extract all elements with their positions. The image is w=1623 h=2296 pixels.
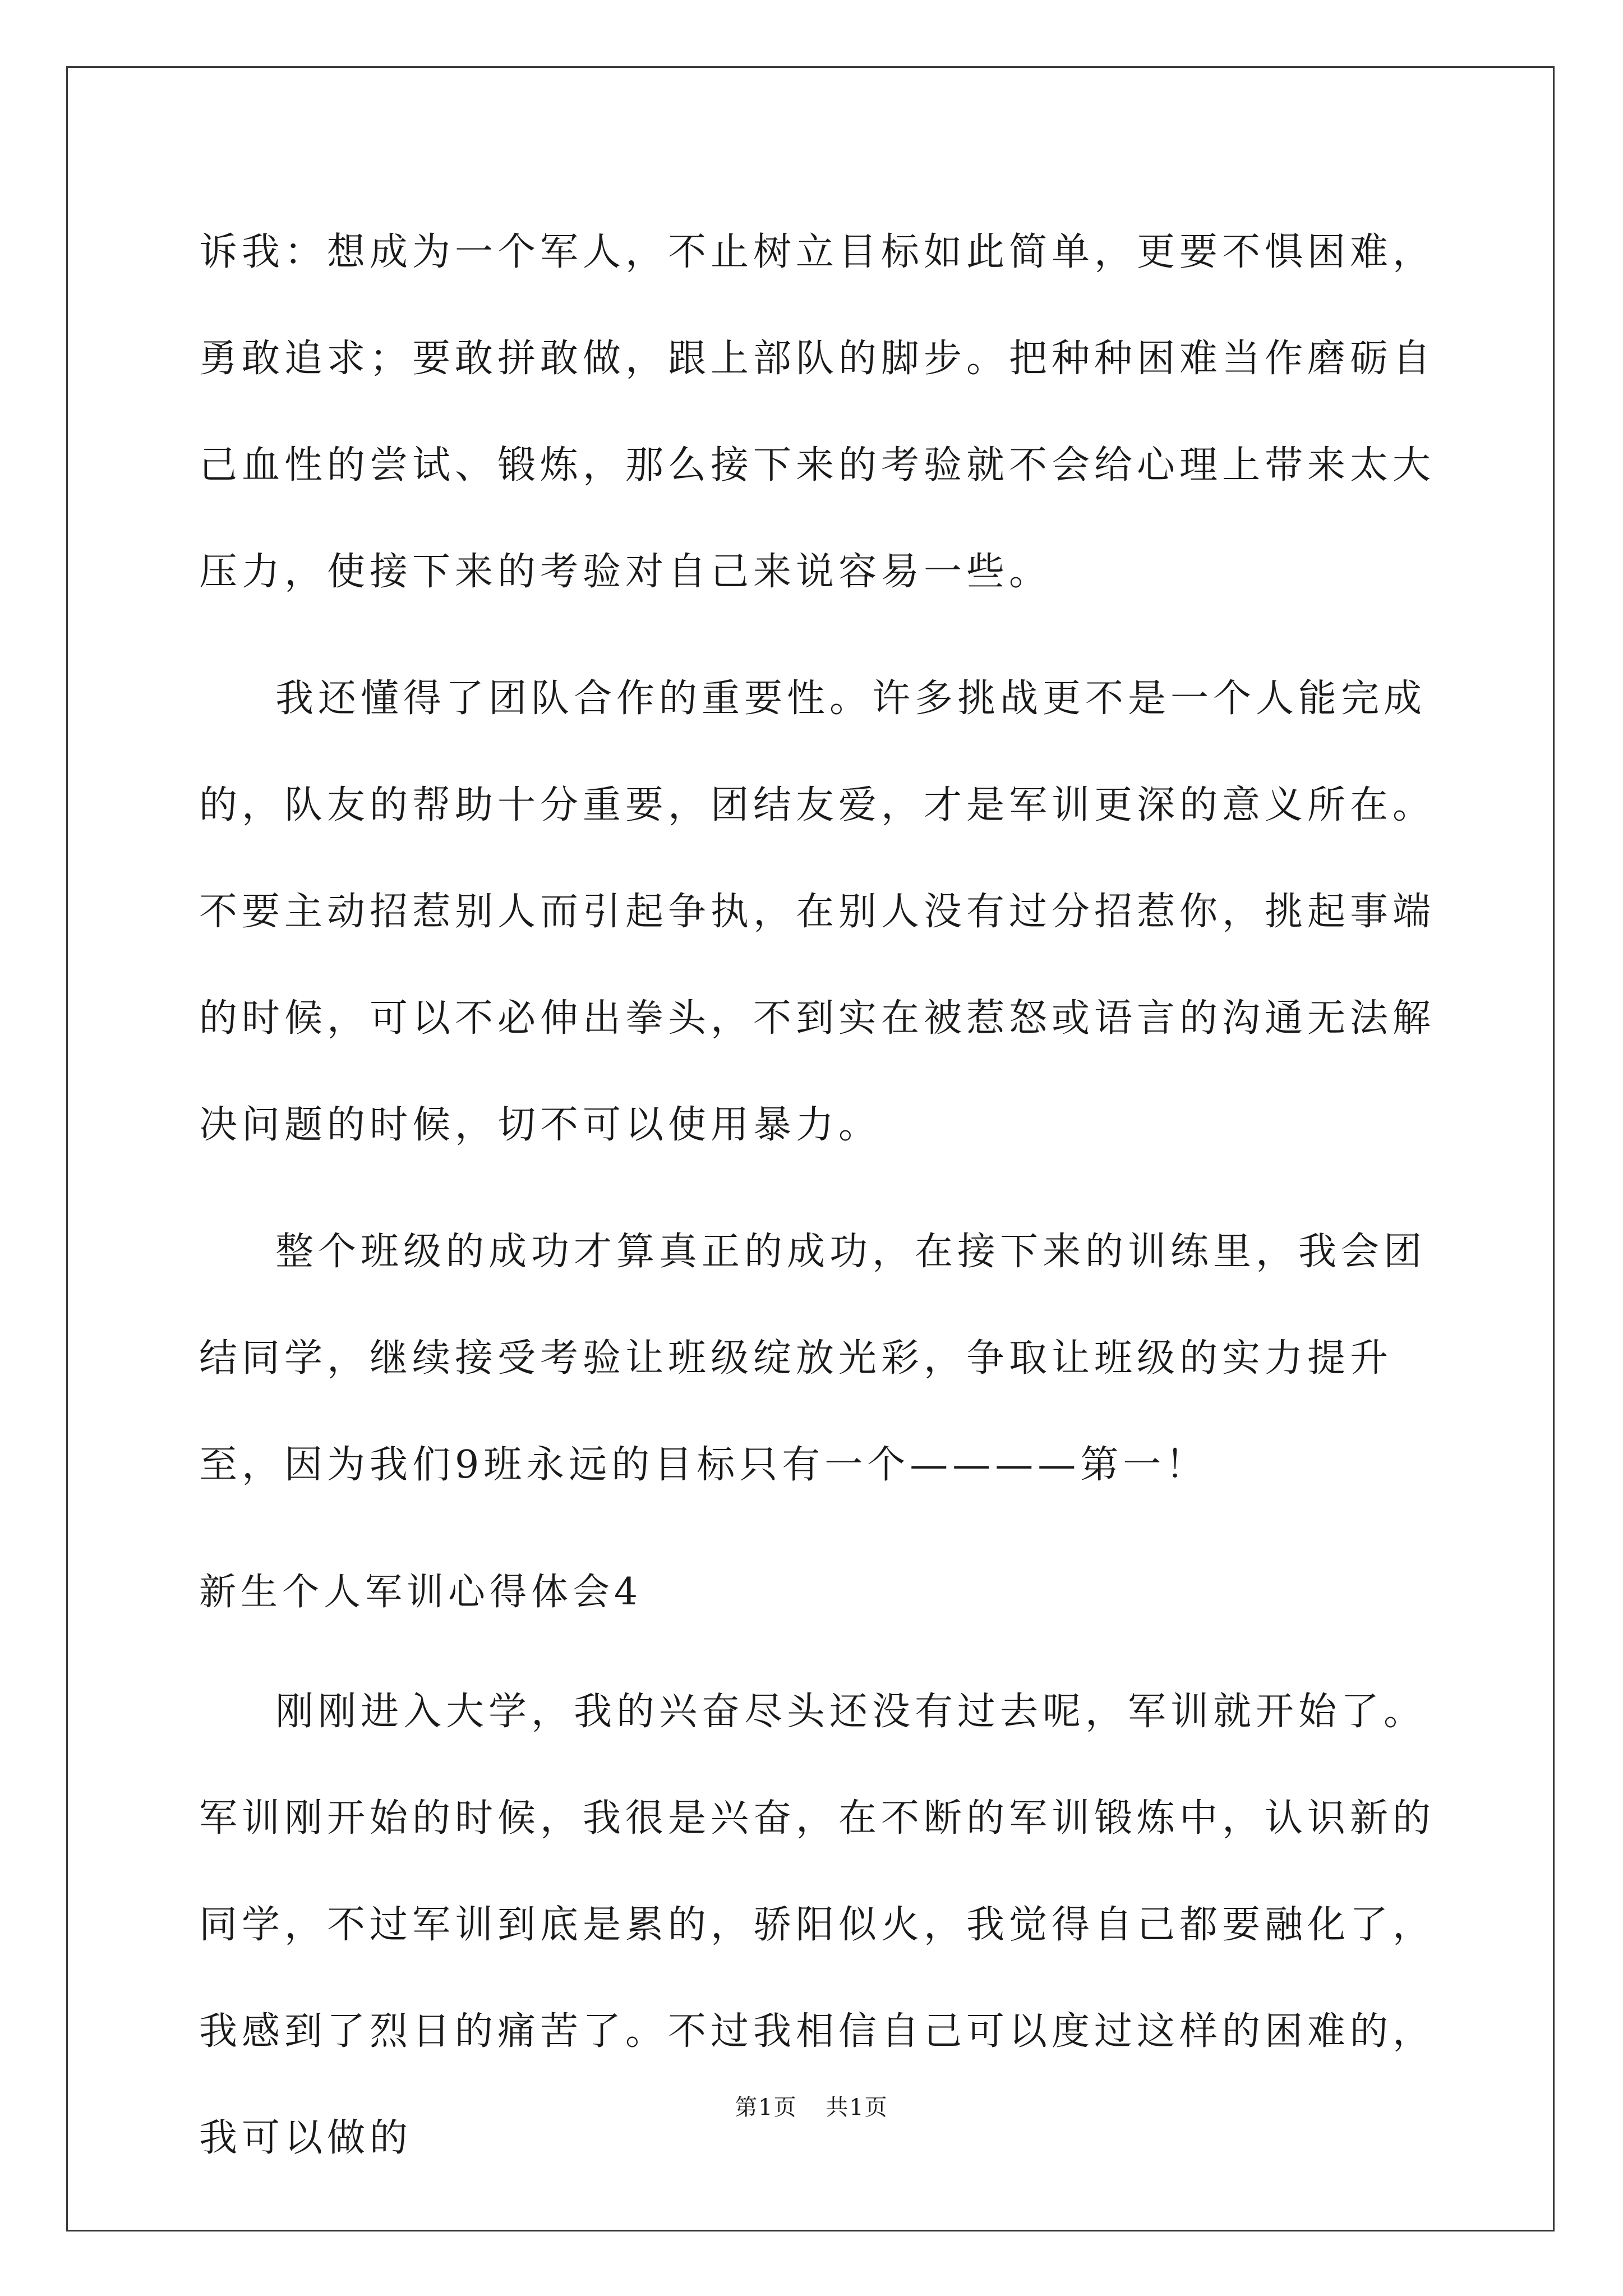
document-body: [199, 199, 1450, 2212]
paragraph-2: 我还懂得了团队合作的重要性。许多挑战更不是一个人能完成的，队友的帮助十分重要，团结友爱，才是军训更深的意义所在。不要主动招惹别人而引起争执，在别人没有过分招惹你，挑起事端的时候，可以不必伸出拳头，不到实在被惹怒或语言的沟通无法解决问题的时候，切不可以使用暴力。: [199, 677, 1436, 1147]
page-number: 第1页: [735, 2095, 797, 2120]
page-total: 共1页: [826, 2095, 888, 2120]
paragraph-1: 诉我：想成为一个军人，不止树立目标如此简单，更要不惧困难，勇敢追求；要敢拼敢做，跟上部队的脚步。把种种困难当作磨砺自己血性的尝试、锻炼，那么接下来的考验就不会给心理上带来太大压力，使接下来的考验对自己来说容易一些。: [199, 230, 1436, 594]
paragraph-3: 整个班级的成功才算真正的成功，在接下来的训练里，我会团结同学，继续接受考验让班级绽放光彩，争取让班级的实力提升至，因为我们9班永远的目标只有一个————第一！: [199, 1230, 1427, 1487]
page-footer: [0, 2090, 1623, 2122]
section-heading: 新生个人军训心得体会4: [199, 1570, 642, 1613]
paragraph-4: 刚刚进入大学，我的兴奋尽头还没有过去呢，军训就开始了。军训刚开始的时候，我很是兴奋，在不断的军训锻炼中，认识新的同学，不过军训到底是累的，骄阳似火，我觉得自己都要融化了，我感到了烈日的痛苦了。不过我相信自己可以度过这样的困难的，我可以做的: [199, 1690, 1436, 2160]
